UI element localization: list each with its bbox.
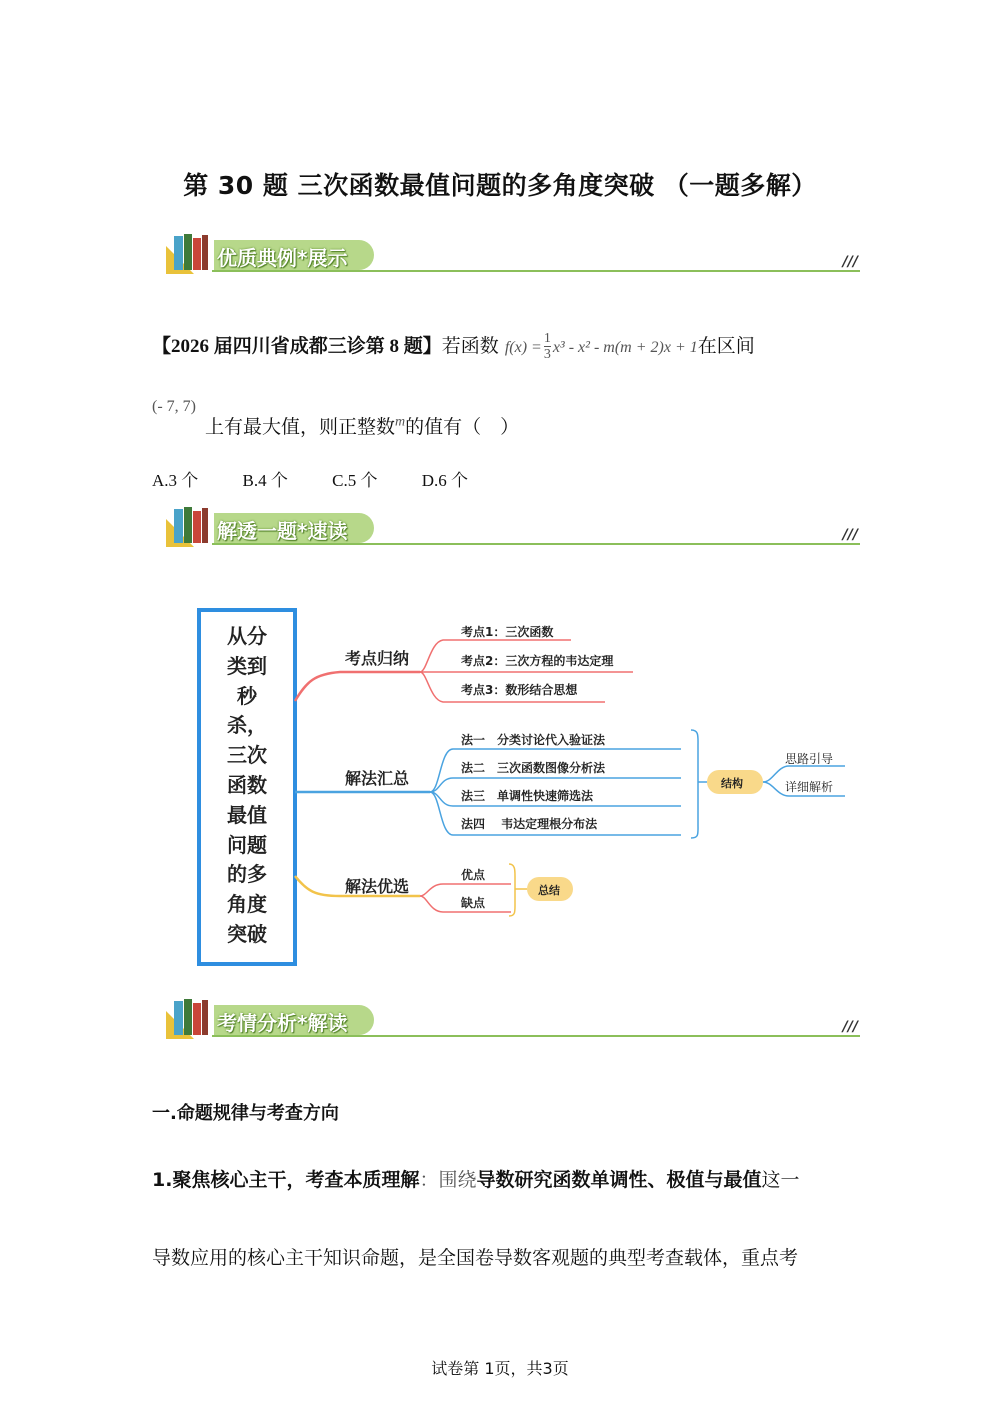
p1-tail: 这一 <box>761 1169 800 1191</box>
books-icon <box>164 232 214 276</box>
problem-source: 【2026 届四川省成都三诊第 8 题】 <box>152 336 442 357</box>
youxuan-item[interactable]: 优点 <box>461 868 486 882</box>
jiefa-item[interactable]: 法三 单调性快速筛选法 <box>461 789 594 803</box>
jiefa-item[interactable]: 法四 韦达定理根分布法 <box>461 817 598 831</box>
structure-item[interactable]: 思路引导 <box>785 752 834 766</box>
option-d[interactable]: D.6 个 <box>421 471 468 490</box>
problem-line2-end: 的值有（ ） <box>405 416 520 438</box>
youxuan-item[interactable]: 缺点 <box>461 896 486 910</box>
p1-colon: ：围绕 <box>419 1169 477 1191</box>
mindmap-root: 从分 类到 秒 杀， 三次 函数 最值 问题 的多 角度 突破 <box>227 624 267 946</box>
analysis-p1 <box>152 1165 800 1192</box>
interval: (- 7, 7) <box>152 398 196 415</box>
structure-node[interactable]: 结构 <box>721 777 743 790</box>
decor-slashes: /// <box>842 1019 858 1035</box>
kaodian-item[interactable]: 考点1：三次函数 <box>461 625 554 639</box>
summary-node[interactable]: 总结 <box>538 884 560 897</box>
page-title: 第 30 题 三次函数最值问题的多角度突破 （一题多解） <box>183 171 817 200</box>
answer-options <box>152 466 508 491</box>
decor-slashes: /// <box>842 254 858 270</box>
structure-item[interactable]: 详细解析 <box>785 780 834 794</box>
jiefa-item[interactable]: 法一 分类讨论代入验证法 <box>461 733 606 747</box>
section-label: 考情分析*解读 <box>217 1011 348 1035</box>
problem-line2-text: 上有最大值，则正整数 <box>205 416 396 438</box>
books-icon <box>164 505 214 549</box>
section-banner-quick-read <box>164 505 860 549</box>
p1-bold: 导数研究函数单调性、极值与最值 <box>476 1169 762 1191</box>
var-m: m <box>395 414 406 430</box>
jiefa-item[interactable]: 法二 三次函数图像分析法 <box>461 761 606 775</box>
problem-line-2 <box>205 412 519 439</box>
p1-lead: 1.聚焦核心主干，考查本质理解 <box>152 1169 420 1191</box>
section-banner-example <box>164 232 860 276</box>
function-lhs: f(x) = <box>504 339 542 356</box>
section-banner-analysis <box>164 997 860 1041</box>
analysis-p2: 导数应用的核心主干知识命题，是全国卷导数客观题的典型考查载体，重点考 <box>152 1247 799 1269</box>
problem-tail: 在区间 <box>697 335 755 357</box>
branch-jiefa[interactable]: 解法汇总 <box>345 769 410 788</box>
decor-slashes: /// <box>842 527 858 543</box>
section-label: 优质典例*展示 <box>217 246 348 270</box>
branch-kaodian[interactable]: 考点归纳 <box>345 649 410 668</box>
kaodian-item[interactable]: 考点3：数形结合思想 <box>461 683 578 697</box>
option-c[interactable]: C.5 个 <box>332 471 378 490</box>
mindmap <box>195 606 855 968</box>
problem-intro: 若函数 <box>441 335 499 357</box>
option-b[interactable]: B.4 个 <box>242 471 288 490</box>
section-label: 解透一题*速读 <box>217 519 348 543</box>
function-rhs: x³ - x² - m(m + 2)x + 1 <box>552 339 698 356</box>
option-a[interactable]: A.3 个 <box>152 471 199 490</box>
books-icon <box>164 997 214 1041</box>
problem-line-1 <box>152 331 755 362</box>
analysis-heading: 一.命题规律与考查方向 <box>152 1103 339 1124</box>
branch-youxuan[interactable]: 解法优选 <box>345 877 410 896</box>
fraction: $\frac{1}{3}$ <box>543 331 551 362</box>
kaodian-item[interactable]: 考点2：三次方程的韦达定理 <box>461 654 614 668</box>
page-footer: 试卷第 1页，共3页 <box>431 1359 569 1378</box>
